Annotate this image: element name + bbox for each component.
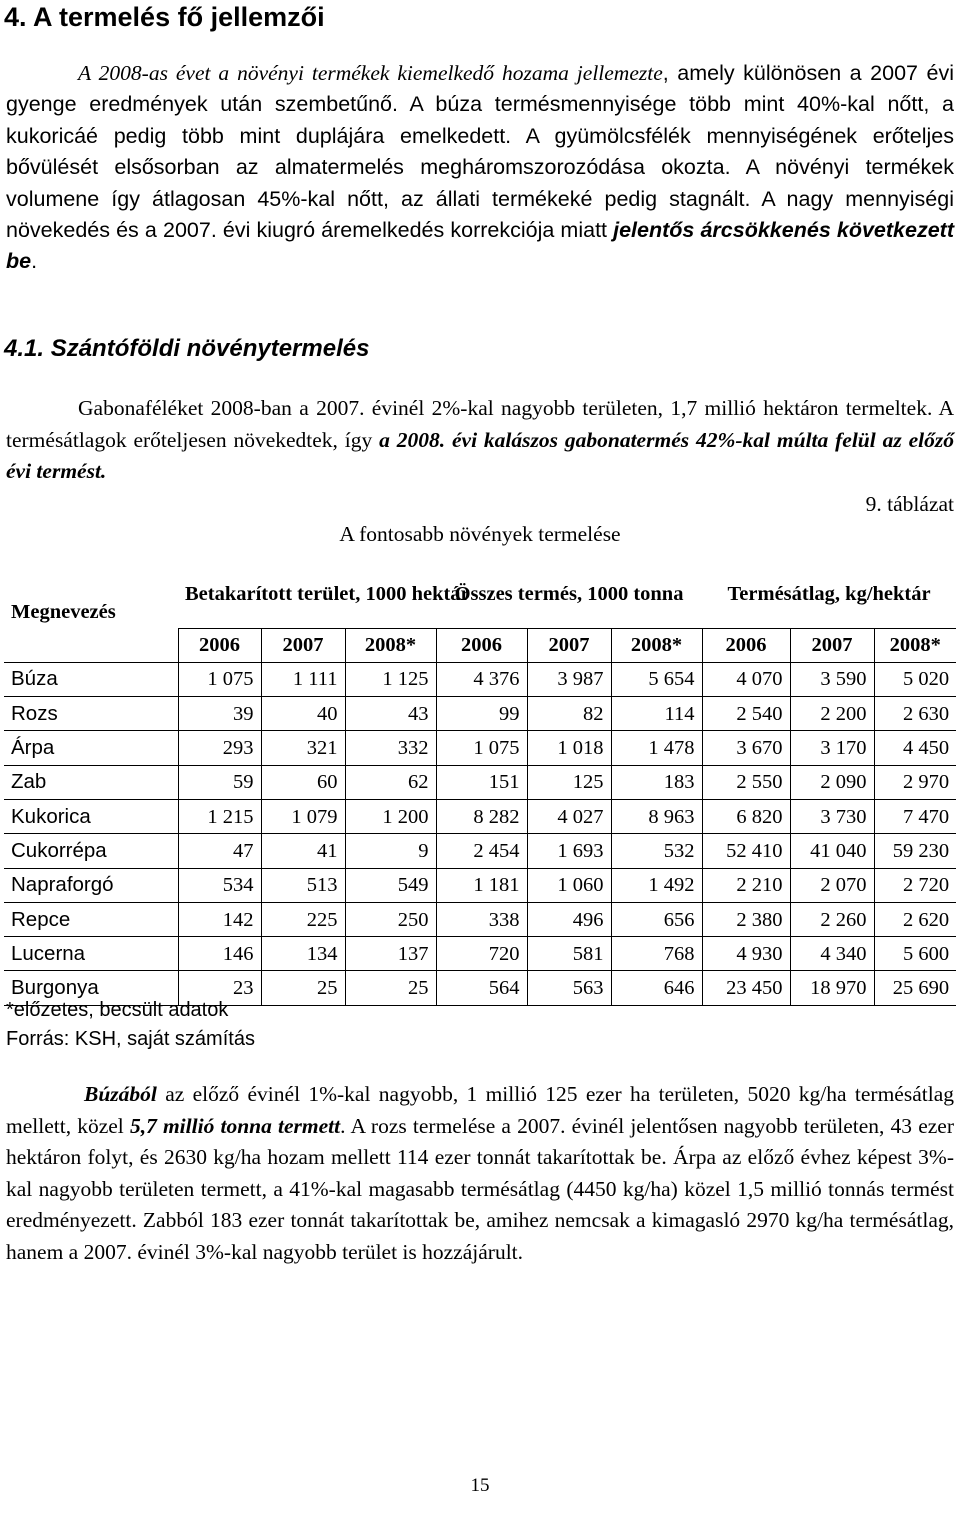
value-cell: 4 376 [436, 662, 527, 696]
crop-production-table [4, 560, 956, 1006]
value-cell: 321 [261, 731, 345, 765]
crop-name-cell: Kukorica [4, 799, 178, 833]
year-header: 2008* [611, 628, 702, 662]
value-cell: 59 230 [874, 834, 956, 868]
value-cell: 1 111 [261, 662, 345, 696]
value-cell: 60 [261, 765, 345, 799]
value-cell: 134 [261, 937, 345, 971]
value-cell: 4 450 [874, 731, 956, 765]
value-cell: 2 380 [702, 902, 790, 936]
value-cell: 549 [345, 868, 436, 902]
value-cell: 1 075 [178, 662, 261, 696]
group-header-area: Betakarított terület, 1000 hektár [185, 582, 470, 605]
value-cell: 2 454 [436, 834, 527, 868]
wheat-paragraph [6, 1079, 954, 1269]
table-row [4, 937, 956, 971]
table-notes [6, 996, 255, 1054]
value-cell: 293 [178, 731, 261, 765]
value-cell: 720 [436, 937, 527, 971]
year-header-row [4, 628, 956, 662]
table-row [4, 902, 956, 936]
value-cell: 2 070 [790, 868, 874, 902]
value-cell: 2 550 [702, 765, 790, 799]
value-cell: 142 [178, 902, 261, 936]
value-cell: 25 [261, 971, 345, 1005]
wheat-text-continued: . A rozs termelése a 2007. évinél jelentősen nagyobb területen, 43 ezer hektáron folyt, és 2630 kg/ha hozam mellett 114 ezer tonnát takarítottak be. Árpa az előző évhez képest 3%-kal nagyobb területen termett, a 41%-kal magasabb termésátlag (4450 kg/ha) közel 1,5 millió tonnás termést eredményezett. Zabból 183 ezer tonnát takarítottak be, amihez nemcsak a kimagasló 2970 kg/ha termésátlag, hanem a 2007. évinél 3%-kal nagyobb terület is hozzájárult. [6, 1113, 954, 1264]
wheat-yield-highlight: 5,7 millió tonna termett [129, 1113, 341, 1138]
value-cell: 4 027 [527, 799, 611, 833]
value-cell: 137 [345, 937, 436, 971]
table-title: A fontosabb növények termelése [339, 522, 621, 546]
intro-text: , amely különösen a 2007 évi gyenge eredmények után szembetűnő. A búza termésmennyisége több mint 40%-kal nőtt, a kukoricáé pedig több mint duplájára emelkedett. A gyümölcsfélék mennyiségének erőteljes bővülését elsősorban az almatermelés megháromszorozódása okozta. A növényi termékek volumene így átlagosan 45%-kal nőtt, az állati termékeké pedig stagnált. A nagy mennyiségi növekedés és a 2007. évi kiugró áremelkedés korrekciója miatt jelentős árcsökkenés következett be. [6, 61, 955, 274]
value-cell: 8 282 [436, 799, 527, 833]
intro-highlight: jelentős árcsökkenés következett be [6, 218, 954, 274]
value-cell: 534 [178, 868, 261, 902]
value-cell: 2 210 [702, 868, 790, 902]
wheat-text: az előző évinél 1%-kal nagyobb, 1 millió 125 ezer ha területen, 5020 kg/ha termésátlag mellett, közel [6, 1082, 954, 1138]
value-cell: 41 [261, 834, 345, 868]
crop-name-cell: Cukorrépa [4, 834, 178, 868]
value-cell: 8 963 [611, 799, 702, 833]
value-cell: 43 [345, 697, 436, 731]
name-column-header: Megnevezés [11, 601, 116, 623]
crop-name-cell: Burgonya [4, 971, 178, 1005]
value-cell: 1 215 [178, 799, 261, 833]
crop-name-cell: Lucerna [4, 937, 178, 971]
value-cell: 3 590 [790, 662, 874, 696]
value-cell: 2 720 [874, 868, 956, 902]
value-cell: 2 260 [790, 902, 874, 936]
value-cell: 9 [345, 834, 436, 868]
table-row [4, 697, 956, 731]
value-cell: 1 478 [611, 731, 702, 765]
value-cell: 768 [611, 937, 702, 971]
value-cell: 2 200 [790, 697, 874, 731]
crop-name-cell: Rozs [4, 697, 178, 731]
table-row [4, 765, 956, 799]
value-cell: 513 [261, 868, 345, 902]
section-heading: 4.1. Szántóföldi növénytermelés [4, 335, 370, 362]
grain-highlight: a 2008. évi kalászos gabonatermés 42%-kal múlta felül az előző évi termést. [6, 427, 954, 483]
value-cell: 39 [178, 697, 261, 731]
table-row [4, 662, 956, 696]
value-cell: 646 [611, 971, 702, 1005]
value-cell: 1 018 [527, 731, 611, 765]
value-cell: 3 170 [790, 731, 874, 765]
value-cell: 114 [611, 697, 702, 731]
crop-name-cell: Napraforgó [4, 868, 178, 902]
value-cell: 3 670 [702, 731, 790, 765]
crop-name-cell: Zab [4, 765, 178, 799]
value-cell: 2 540 [702, 697, 790, 731]
group-header-yield-average: Termésátlag, kg/hektár [727, 582, 931, 605]
group-header-yield-total: Összes termés, 1000 tonna [454, 582, 684, 605]
value-cell: 1 693 [527, 834, 611, 868]
year-header: 2007 [527, 628, 611, 662]
year-header: 2007 [261, 628, 345, 662]
value-cell: 563 [527, 971, 611, 1005]
value-cell: 2 090 [790, 765, 874, 799]
source-note: Forrás: KSH, saját számítás [6, 1028, 255, 1050]
value-cell: 59 [178, 765, 261, 799]
value-cell: 99 [436, 697, 527, 731]
value-cell: 47 [178, 834, 261, 868]
value-cell: 25 690 [874, 971, 956, 1005]
value-cell: 3 987 [527, 662, 611, 696]
value-cell: 5 600 [874, 937, 956, 971]
crop-name-cell: Repce [4, 902, 178, 936]
table-row [4, 799, 956, 833]
intro-emphasis: A 2008-as évet a növényi termékek kiemelkedő hozama jellemezte [78, 61, 663, 85]
value-cell: 23 [178, 971, 261, 1005]
value-cell: 656 [611, 902, 702, 936]
table-row [4, 868, 956, 902]
value-cell: 1 075 [436, 731, 527, 765]
estimate-note: *előzetes, becsült adatok [6, 999, 229, 1021]
value-cell: 23 450 [702, 971, 790, 1005]
value-cell: 5 020 [874, 662, 956, 696]
value-cell: 1 079 [261, 799, 345, 833]
value-cell: 4 340 [790, 937, 874, 971]
page-heading: 4. A termelés fő jellemzői [4, 2, 325, 32]
value-cell: 52 410 [702, 834, 790, 868]
value-cell: 338 [436, 902, 527, 936]
value-cell: 332 [345, 731, 436, 765]
year-header: 2006 [178, 628, 261, 662]
page-number: 15 [470, 1475, 490, 1496]
grain-paragraph [6, 393, 954, 488]
value-cell: 3 730 [790, 799, 874, 833]
value-cell: 532 [611, 834, 702, 868]
year-header: 2006 [436, 628, 527, 662]
year-header: 2007 [790, 628, 874, 662]
value-cell: 581 [527, 937, 611, 971]
value-cell: 2 620 [874, 902, 956, 936]
year-header: 2008* [874, 628, 956, 662]
value-cell: 6 820 [702, 799, 790, 833]
year-header: 2008* [345, 628, 436, 662]
value-cell: 146 [178, 937, 261, 971]
year-header: 2006 [702, 628, 790, 662]
value-cell: 4 070 [702, 662, 790, 696]
value-cell: 151 [436, 765, 527, 799]
value-cell: 62 [345, 765, 436, 799]
value-cell: 2 630 [874, 697, 956, 731]
value-cell: 496 [527, 902, 611, 936]
table-row [4, 834, 956, 868]
value-cell: 5 654 [611, 662, 702, 696]
crop-name-cell: Árpa [4, 731, 178, 765]
value-cell: 564 [436, 971, 527, 1005]
value-cell: 25 [345, 971, 436, 1005]
value-cell: 4 930 [702, 937, 790, 971]
wheat-highlight: Búzából [84, 1082, 157, 1106]
value-cell: 18 970 [790, 971, 874, 1005]
value-cell: 2 970 [874, 765, 956, 799]
value-cell: 1 181 [436, 868, 527, 902]
value-cell: 1 060 [527, 868, 611, 902]
value-cell: 1 200 [345, 799, 436, 833]
crop-name-cell: Búza [4, 662, 178, 696]
table-number: 9. táblázat [865, 492, 954, 516]
value-cell: 41 040 [790, 834, 874, 868]
value-cell: 225 [261, 902, 345, 936]
value-cell: 125 [527, 765, 611, 799]
value-cell: 1 125 [345, 662, 436, 696]
value-cell: 1 492 [611, 868, 702, 902]
value-cell: 7 470 [874, 799, 956, 833]
table-row [4, 731, 956, 765]
intro-paragraph [6, 58, 954, 278]
value-cell: 183 [611, 765, 702, 799]
grain-text: Gabonaféléket 2008-ban a 2007. évinél 2%-kal nagyobb területen, 1,7 millió hektáron termeltek. A termésátlagok erőteljesen növekedtek, így [6, 396, 954, 452]
value-cell: 250 [345, 902, 436, 936]
value-cell: 82 [527, 697, 611, 731]
value-cell: 40 [261, 697, 345, 731]
